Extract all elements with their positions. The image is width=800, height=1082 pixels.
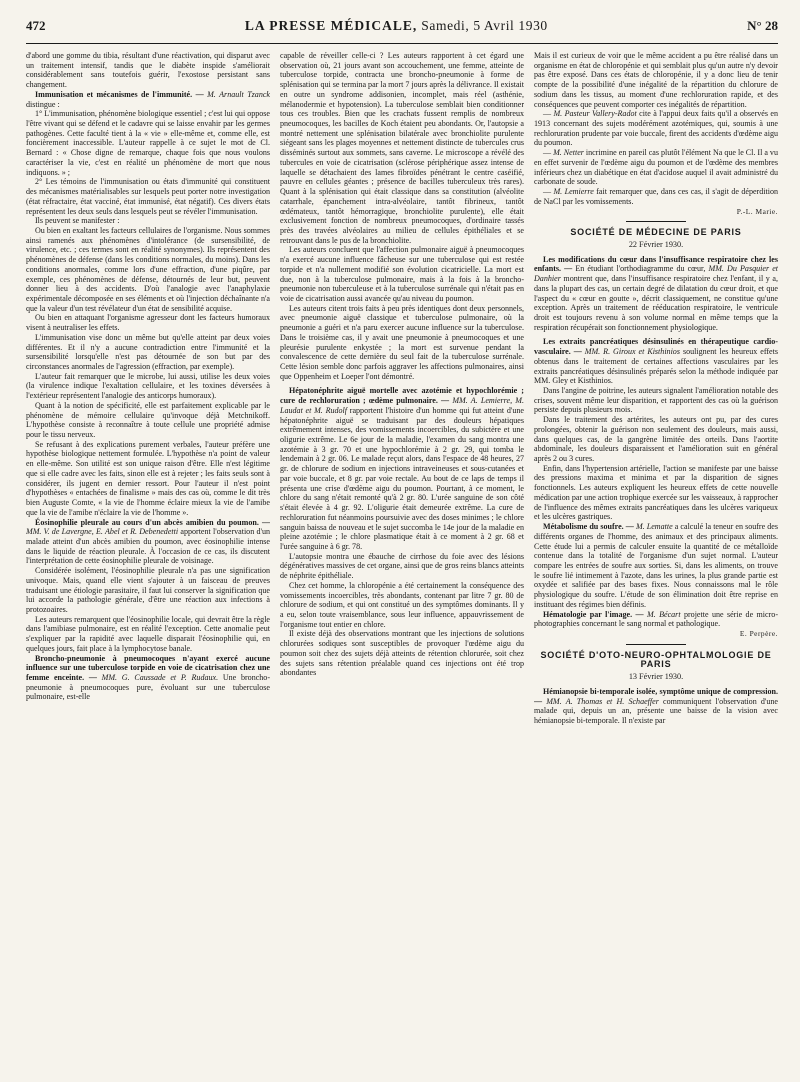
- paragraph: [26, 566, 270, 615]
- report-signature: E. Perpère.: [739, 628, 778, 638]
- paragraph-authors: M. Pasteur Vallery-Radot: [553, 109, 637, 119]
- paragraph: [534, 464, 778, 522]
- paragraph-text: cite à l'appui deux faits qu'il a observés en 1913 concernant des sujets modérément azotémiques, qui, soumis à une rechloruration prudente par voie buccale, firent des accidents d'œdème aigu du poumon.: [534, 109, 778, 148]
- paragraph: [534, 415, 778, 464]
- paragraph-text: L'auteur fait remarquer que le microbe, lui aussi, utilise les deux voies (la virulence indique l'exaltation cellulaire, et les toxines déversées à l'extérieur représentent l'analogie des anticorps humoraux).: [26, 371, 270, 401]
- paragraph-text: Il existe déjà des observations montrant que les injections de solutions chlorurées sodiques sont susceptibles de provoquer l'œdème aigu du poumon soit chez des sujets déjà atteints de rétention chlorurée, soit chez des sujets sans rétention préalable quand ces injections ont été trop abondantes: [280, 629, 524, 678]
- paragraph: [26, 216, 270, 226]
- dash-mark: —: [543, 109, 554, 119]
- paragraph-text-cont: montrent que, dans l'insuffisance respiratoire chez l'enfant, il y a, dans la plupart des cas, un certain degré de dilatation du cœur droit, et que l'aspect du « cœur en goutte », décrit classiquement, ne constitue qu'une exception. Après un traitement de rééducation respiratoire, le ventricule droit est toujours revenu à son volume normal en même temps que la respiration récupérait son fonctionnement physiologique.: [534, 274, 778, 332]
- paragraph: [534, 187, 778, 206]
- paragraph-heading: Broncho-pneumonie à pneumocoques n'ayant exercé aucune influence sur une tuberculose torpide en voie de cicatrisation chez une femme enceinte. —: [26, 653, 270, 682]
- paragraph: [534, 610, 778, 629]
- paragraph: [26, 372, 270, 401]
- issue-date: Samedi, 5 Avril 1930: [421, 18, 548, 33]
- paragraph: [534, 255, 778, 333]
- paragraph-text: Considérée isolément, l'éosinophilie pleurale n'a pas une signification univoque. Mais, quand elle vient s'ajouter à un faisceau de preuves traduisant une étiologie parasitaire, il faut lui conserver la signification que lui accorde la pathologie générale, d'être une réaction aux infections à protozoaires.: [26, 566, 270, 614]
- paragraph-text: fait remarquer que, dans ces cas, il s'agit de déperdition de NaCl par les vomissements.: [534, 187, 778, 206]
- paragraph: [26, 109, 270, 177]
- column-2: [280, 51, 524, 1071]
- paragraph-text: Les auteurs remarquent que l'éosinophilie locale, qui devrait être la règle dans l'amibiase pulmonaire, est en réalité l'exception. Cette anomalie peut s'expliquer par la rapidité avec laquelle disparait l'éosinophilie qui, en quelques jours, fait place à la lymphocytose banale.: [26, 614, 270, 653]
- paragraph-heading: Les extraits pancréatiques désinsulinés en thérapeutique cardio-vasculaire. —: [534, 337, 778, 357]
- paragraph: [280, 304, 524, 382]
- paragraph-authors: MM. A. Thomas et H. Schaeffer: [546, 696, 659, 706]
- paragraph: [26, 51, 270, 90]
- paragraph-heading: Immunisation et mécanismes de l'immunité. —: [35, 89, 204, 99]
- paragraph: [280, 386, 524, 551]
- paragraph-heading: Éosinophilie pleurale au cours d'un abcès amibien du poumon. —: [35, 517, 270, 527]
- paragraph-text: incrimine en pareil cas plutôt l'élément Na que le Cl. Il a vu en effet survenir de l'œdème aigu du poumon et de l'œdème des membres inférieurs chez un diabétique en état d'acidose auquel il avait administré du carbonate de soude.: [534, 148, 778, 187]
- society-heading: SOCIÉTÉ DE MÉDECINE DE PARIS: [570, 227, 742, 238]
- paragraph-text: En étudiant l'orthodiagramme du cœur,: [575, 264, 709, 274]
- journal-title: [245, 18, 548, 34]
- paragraph: [26, 615, 270, 654]
- paragraph-text: Dans l'angine de poitrine, les auteurs signalent l'amélioration notable des crises, souvent même leur disparition, et rapportent des cas où la guérison persiste depuis plusieurs mois.: [534, 386, 778, 415]
- paragraph: [26, 226, 270, 313]
- paragraph-text: Enfin, dans l'hypertension artérielle, l'action se manifeste par une baisse des pressions maxima et minima et par la disparition de signes fonctionnels. Les auteurs expliquent les heureux effets de cette nouvelle médication par une action trophique exercée sur les vaisseaux, à rapprocher de l'influence des mêmes extraits pancréatiques dans les ulcères variqueux et les ulcères gastriques.: [534, 463, 778, 522]
- paragraph-text: Chez cet homme, la chloropénie a été certainement la conséquence des vomissements incoercibles, très abondants, contenant par litre 7 gr. 80 de chlorure de sodium, et qui ont constitué un des symptômes dominants. Il y a eu, selon toute vraisemblance, sous leur influence, appauvrissement de l'organisme tout entier en chlore.: [280, 580, 524, 629]
- paragraph: [534, 109, 778, 148]
- paragraph-authors: M. Lematte: [635, 522, 673, 532]
- paragraph-authors: M. Bécart: [646, 609, 681, 619]
- paragraph-text: Les auteurs citent trois faits à peu près identiques dont deux personnels, avec pneumonie aiguë classique et tuberculose pulmonaire, où la pneumonie a guéri et n'a paru exercer aucune influence sur la tuberculose. Dans le troisième cas, il y avait une pneumonie à pneumocoques et une pleurésie purulente enkystée ; la mort est survenue pendant la convalescence de cette dernière du seul fait de la tuberculose surrénale. Cette lésion semble donc parfois aggraver les affections pulmonaires, ainsi que Oppenheim et Loeper l'ont démontré.: [280, 303, 524, 381]
- page-number: 472: [26, 18, 46, 33]
- paragraph-text: Mais il est curieux de voir que le même accident a pu être réalisé dans un organisme en état de chloropénie et qui semblait plus qu'un autre n'y devoir pas être exposé. Dans ces états de chloropénie, il y a donc lieu de tenir compte de la possibilité d'une inégalité de la répartition du chlorure de sodium dans les tissus, au moment d'une rechloruration rapide, et des conséquences que peuvent comporter ces inégalités de répartition.: [534, 51, 778, 109]
- paragraph-text: apportent l'observation d'un malade atteint d'un abcès amibien du poumon, avec éosinophilie intense dans le liquide de réaction pleurale. À l'occasion de ce cas, ils discutent l'interprétation de cette éosinophilie pleurale de voisinage.: [26, 527, 270, 566]
- society-heading: SOCIÉTÉ D'OTO-NEURO-OPHTALMOLOGIE DE PARIS: [540, 649, 772, 670]
- issue-number: N° 28: [747, 18, 778, 33]
- paragraph-authors: M. Netter: [553, 148, 584, 158]
- paragraph-text: 1° L'immunisation, phénomène biologique essentiel ; c'est lui qui oppose l'être vivant qui se défend et le cadavre qui se laisse envahir par les germes pathogènes. Cette faculté tient à la « vie » elle-même et, comme elle, est foncièrement inaccessible. L'auteur rappelle à ce sujet le mot de Cl. Bernard : « Chose digne de remarque, chaque fois que nous voulons caractériser la vie, c'est en réalité un phénomène de mort que nous indiquons. » ;: [26, 109, 270, 177]
- paragraph: [534, 386, 778, 415]
- paragraph: [534, 51, 778, 109]
- section-divider: [626, 644, 686, 645]
- paragraph-authors: MM. G. Caussade et P. Rudaux.: [101, 673, 219, 682]
- paragraph: [26, 518, 270, 567]
- paragraph-text: distingue :: [26, 99, 60, 109]
- paragraph: [534, 337, 778, 386]
- paragraph-heading: Hépatonéphrite aiguë mortelle avec azotémie et hypochlorémie ; cure de rechloruration ; œdème pulmonaire. —: [280, 386, 524, 406]
- paragraph-heading: Hématologie par l'image. —: [543, 609, 644, 619]
- paragraph: [280, 245, 524, 303]
- paragraph-authors: MM. Du Pasquier et Danhier: [534, 264, 778, 284]
- paragraph: [280, 552, 524, 581]
- paragraph-authors: MM. V. de Lavergne, E. Abel et R. Debenedetti: [26, 527, 179, 537]
- session-date: 22 Février 1930.: [628, 239, 684, 249]
- dash-mark: —: [543, 148, 554, 158]
- column-1: [26, 51, 270, 1071]
- paragraph: [26, 333, 270, 372]
- session-date: 13 Février 1930.: [628, 672, 684, 682]
- dash-mark: —: [543, 187, 554, 197]
- paragraph-text: Dans le traitement des artérites, les auteurs ont pu, par des cures prolongées, obtenir la guérison non seulement des douleurs, mais aussi, dans quelques cas, de la gangrène limitée des orteils. Dans l'aortite abdominale, les douleurs disparaissent et l'amélioration suit en général après 2 ou 3 cures.: [534, 415, 778, 464]
- paragraph: [26, 440, 270, 518]
- text-columns: [26, 51, 778, 1071]
- paragraph-text: 2° Les témoins de l'immunisation ou états d'immunité qui constituent des mécanismes matérialisables sur lesquels peut porter notre investigation (état réfractaire, état vacciné, état immunisé, état négatif). Ces divers états représentent les deux seuls dans lesquels peut se révéler l'immunisation.: [26, 177, 270, 216]
- paragraph-heading: Métabolisme du soufre. —: [543, 522, 634, 532]
- paragraph-text: Ils peuvent se manifester :: [35, 216, 120, 226]
- paragraph-text: Ou bien en exaltant les facteurs cellulaires de l'organisme. Nous sommes ainsi ramenés aux phénomènes d'intolérance (de sursensibilité, de virulence, etc. ; ces termes sont en réalité synonymes). Ils représentent des phénomènes de défense (dans les conditions normales, du moins). Dans les conditions anormales, comme lors d'une effraction, d'une piqûre, par exemple, ces phénomènes de défense, détournés de leur but, peuvent donner lieu à des accidents. D'où l'analogie avec l'anaphylaxie expérimentale décomposée en ses éléments et où l'injection déchaînante n'a que la valeur d'un test révélateur d'un état de sensibilité acquise.: [26, 225, 270, 313]
- paragraph-text: capable de réveiller celle-ci ? Les auteurs rapportent à cet égard une observation où, 21 jours avant son accouchement, une femme, atteinte de tuberculose torpide, contracta une broncho-pneumonie à forme de splénisation qui se termina par la mort 7 jours après la délivrance. Il existait en outre un syndrome addisonien, incomplet, mais réel (asthénie, mélanodermie et hypotension). La tuberculose semblait bien conditionner tous ces troubles. Bien que les crachats fussent remplis de nombreux pneumocoques, les bacilles de Koch étaient peu abondants. Or, l'autopsie a montré nettement une splénisation bilatérale avec bronchiolite purulente siégeant sans les plages moyennes et nettement distincte de tubercules crus disséminés surtout aux sommets, sans caverne. Le microscope a révélé des tubercules en voie de cicatrisation (sclérose périphérique assez intense de laquelle se détachaient des lames fibroïdes pénétrant le centre caséifié, pauvre en cellules géantes ; présence de bacilles tuberculeux très rares). Quant à la splénisation qui était classique dans sa constitution (alvéolite catarrhale, épanchement intra-alvéolaire, tantôt fibrineux, tantôt œdémateux, tantôt hémorragique, bronchiolite purulente), elle était exclusivement fonction de nombreux pneumocoques, d'ordinaire tassés près des travées alvéolaires au milieu de cellules épithéliales et se retrouvant dans le pus de la bronchiolite.: [280, 51, 524, 245]
- paragraph-authors: M. Arnault Tzanck: [207, 89, 270, 99]
- paragraph: [534, 522, 778, 609]
- paragraph-text: L'immunisation vise donc un même but qu'elle atteint par deux voies différentes. Et il n'y a aucune contradiction entre l'immunité et la sursensibilité lorsqu'elle n'est pas détournée de son but par des circonstances anormales de l'agression (effraction, par exemple).: [26, 332, 270, 371]
- journal-name: LA PRESSE MÉDICALE,: [244, 18, 418, 33]
- paragraph-heading: Les modifications du cœur dans l'insuffisance respiratoire chez les enfants. —: [534, 254, 778, 274]
- paragraph: [26, 90, 270, 109]
- paragraph-text: rapportent l'histoire d'un homme qui fut atteint d'une hépatonéphrite aiguë se traduisant par des douleurs hépatiques extrêmement intenses, des vomissements incoercibles, du subictère et une oligurie extrême. Le 6e jour de la maladie, l'examen du sang montra une azotémie à 3 gr. 70 et une hypochlorémie à 2 gr. 29, qui tomba le lendemain à 2 gr. 06. Le malade reçut alors, dans l'espace de 48 heures, 27 gr. de chlorure de sodium en injections intraveineuses et sous-cutanées et par voie buccale, et 8 gr. par voie rectale. Au bout de ce laps de temps il présenta une crise d'œdème aigu du poumon. Pourtant, à ce moment, le chlore du sang n'était remonté qu'à 2 gr. 80. L'urée sanguine de son côté s'était élevée à 4 gr. 92. L'oligurie était demeurée extrême. La cure de rechloruration fut néanmoins poursuivie avec des doses minimes ; le chlore sanguin baissa de nouveau et le sujet succomba le 14e jour de la maladie en pleine azotémie ; le chlore plasmatique était à ce moment à 2 gr. 68 et l'urée sanguine à 6 gr. 78.: [280, 405, 524, 551]
- paragraph: [280, 51, 524, 245]
- paragraph: [534, 687, 778, 726]
- paragraph: [26, 654, 270, 703]
- report-signature: P.-L. Marie.: [736, 206, 778, 216]
- paragraph: [26, 401, 270, 440]
- paragraph-text: a calculé la teneur en soufre des différents organes de l'homme, des animaux et des principaux aliments. Cette étude lui a permis de calculer ensuite la quantité de ce métalloïde contenue dans la totalité de l'organisme d'un sujet normal. L'auteur compare les entrées de soufre aux sorties. Si, dans les aliments, on trouve le soufre lié intimement à l'azote, dans les urines, la plus grande partie est oxydée et salifiée par des bases fixes. Nous connaissons mal le rôle physiologique du soufre. L'étude de son élimination doit être reprise en instituant des régimes bien définis.: [534, 522, 778, 609]
- paragraph: [534, 148, 778, 187]
- column-3: [534, 51, 778, 1071]
- paragraph-text: Une broncho-pneumonie à pneumocoques pure, évoluant sur une tuberculose pulmonaire, est-elle: [26, 673, 270, 702]
- paragraph-heading: Hémianopsie bi-temporale isolée, symptôme unique de compression. —: [534, 686, 778, 706]
- paragraph-text: soulignent les heureux effets obtenus dans le traitement de certaines affections vasculaires par les extraits pancréatiques désinsulinés préparés selon la méthode indiquée par MM. Gley et Kisthinios.: [534, 347, 778, 386]
- paragraph-authors: MM. A. Lemierre, M. Laudat et M. Rudolf: [280, 396, 524, 415]
- section-divider: [626, 221, 686, 222]
- paragraph: [26, 313, 270, 332]
- masthead: [26, 18, 778, 44]
- paragraph: [280, 629, 524, 678]
- paragraph: [280, 581, 524, 630]
- paragraph-text: L'autopsie montra une ébauche de cirrhose du foie avec des lésions dégénératives massives de cet organe, ainsi que de gros reins blancs atteints de néphrite épithéliale.: [280, 551, 524, 581]
- paragraph: [26, 177, 270, 216]
- paragraph-authors: MM. R. Giroux et Kisthinios: [584, 347, 680, 357]
- paragraph-text: d'abord une gomme du tibia, résultant d'une réactivation, qui disparut avec un traitement intensif, tandis que le diabète inspide s'améliorait considérablement sans toutefois guérir, l'exostose persistant sans changement.: [26, 51, 270, 90]
- paragraph-text: Ou bien en attaquant l'organisme agresseur dont les facteurs humoraux visent à neutraliser les effets.: [26, 313, 270, 333]
- paragraph-text: Les auteurs concluent que l'affection pulmonaire aiguë à pneumocoques n'a exercé aucune influence fâcheuse sur une tuberculose qui est restée torpide et n'a nullement modifié son évolution cicatricielle. La mort est due, non à la tuberculose pulmonaire, mais à la fois à la broncho-pneumonie non tuberculeuse et à la tuberculose surrénale qui n'était pas en voie de cicatrisation aussi avancée qu'au niveau du poumon.: [280, 245, 524, 303]
- paragraph-text: communiquent l'observation d'une malade qui, depuis un an, présente une baisse de la vision avec hémianopsie bi-temporale. Il n'existe par: [534, 696, 778, 725]
- paragraph-text: Quant à la notion de spécificité, elle est parfaitement explicable par le phénomène de mémoire cellulaire qu'invoque déjà Metchnikoff. L'hypothèse consiste à reconnaître à toute cellule une propriété admise pour le tissu nerveux.: [26, 400, 270, 440]
- paragraph-text: Se refusant à des explications purement verbales, l'auteur préfère une hypothèse biologique nettement formulée. L'hypothèse n'a point de valeur en elle-même. Son utilité est son unique raison d'être. Elle n'est légitime que si elle cadre avec les faits, sinon elle est à rejeter ; les faits seuls sont à considérer, ils jugent en dernier ressort. Pour l'auteur il n'est point d'hypothèses « entachées de finalisme » mais des cas où, comme le dit très bien Auguste Comte, « la vie de l'homme éclaire mieux la vie de l'amibe que la vie de l'amibe n'éclaire la vie de l'homme ».: [26, 439, 270, 517]
- paragraph-authors: M. Lemierre: [553, 187, 594, 197]
- paragraph-text: projette une série de micro-photographies concernant le sang normal et pathologique.: [534, 609, 778, 629]
